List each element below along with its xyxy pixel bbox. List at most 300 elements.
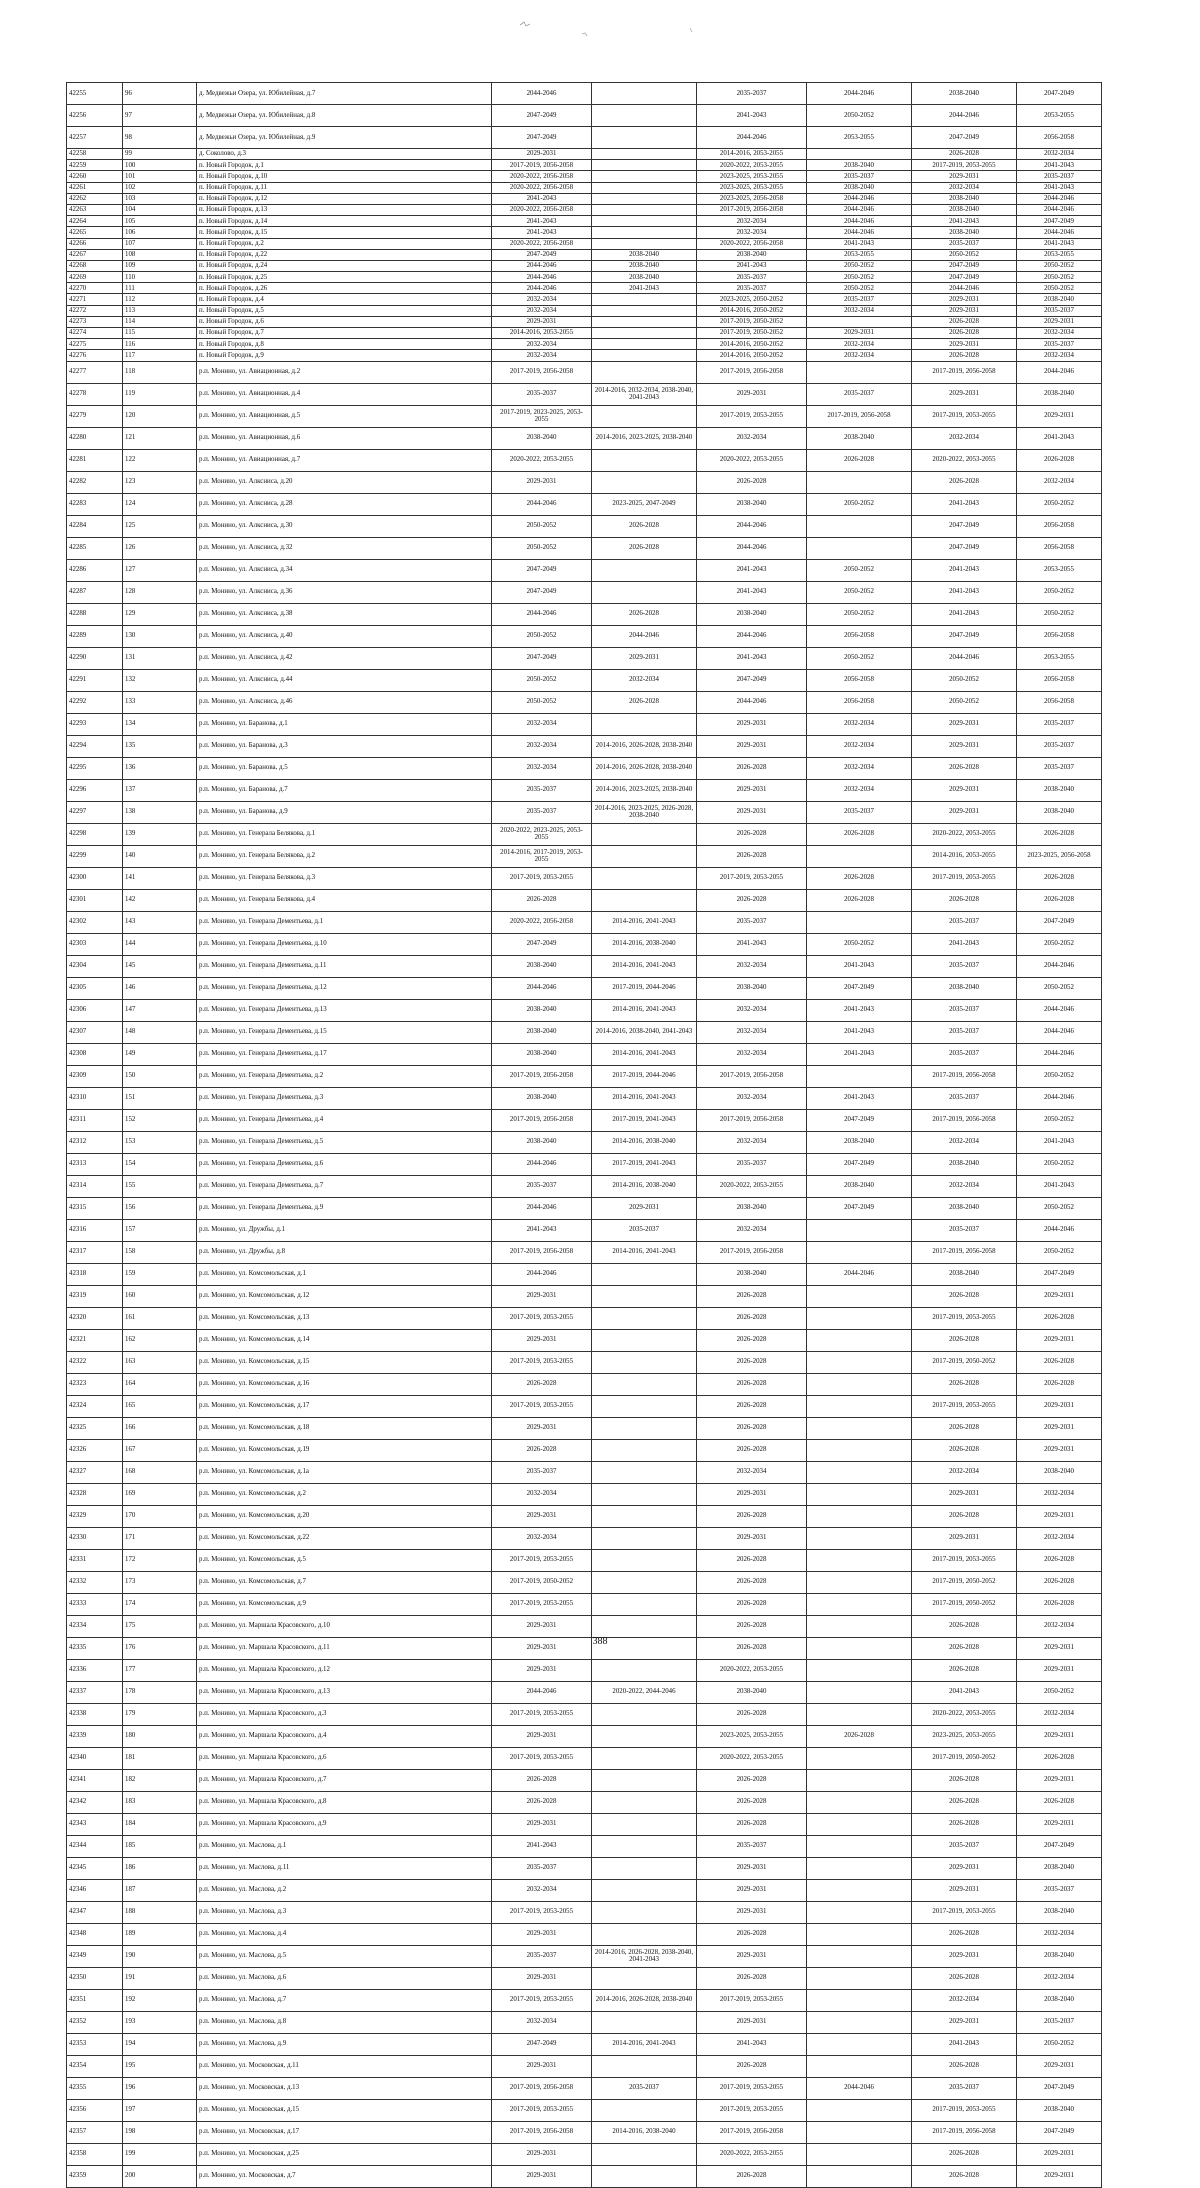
period-4-cell: [807, 1373, 912, 1395]
period-4-cell: [807, 1747, 912, 1769]
period-1-cell: 2017-2019, 2053-2055: [492, 1593, 592, 1615]
period-2-cell: 2014-2016, 2032-2034, 2038-2040, 2041-2043: [592, 383, 697, 405]
period-5-cell: 2026-2028: [912, 1373, 1017, 1395]
address-cell: р.п. Монино, ул. Московская, д.11: [197, 2055, 492, 2077]
period-6-cell: 2056-2058: [1017, 515, 1102, 537]
period-6-cell: 2038-2040: [1017, 1857, 1102, 1879]
address-cell: п. Новый Городок, д.11: [197, 182, 492, 193]
period-6-cell: 2047-2049: [1017, 2077, 1102, 2099]
period-2-cell: 2026-2028: [592, 537, 697, 559]
period-5-cell: 2029-2031: [912, 1879, 1017, 1901]
row-index-cell: 195: [123, 2055, 197, 2077]
period-3-cell: 2026-2028: [697, 1703, 807, 1725]
record-number-cell: 42278: [67, 383, 123, 405]
period-5-cell: 2038-2040: [912, 977, 1017, 999]
period-4-cell: [807, 1967, 912, 1989]
address-cell: р.п. Монино, ул. Генерала Белякова, д.2: [197, 845, 492, 867]
table-row: [67, 1395, 1102, 1417]
table-row: [67, 1527, 1102, 1549]
period-3-cell: 2014-2016, 2053-2055: [697, 149, 807, 160]
period-3-cell: 2044-2046: [697, 127, 807, 149]
period-1-cell: 2017-2019, 2053-2055: [492, 867, 592, 889]
address-cell: д. Медвежьи Озера, ул. Юбилейная, д.7: [197, 83, 492, 105]
row-index-cell: 170: [123, 1505, 197, 1527]
table-row: [67, 182, 1102, 193]
table-row: [67, 149, 1102, 160]
period-1-cell: 2026-2028: [492, 889, 592, 911]
period-3-cell: 2038-2040: [697, 249, 807, 260]
period-4-cell: 2056-2058: [807, 691, 912, 713]
period-4-cell: 2041-2043: [807, 955, 912, 977]
period-1-cell: 2029-2031: [492, 2165, 592, 2187]
address-cell: р.п. Монино, ул. Комсомольская, д.15: [197, 1351, 492, 1373]
table-row: [67, 1879, 1102, 1901]
table-row: [67, 238, 1102, 249]
period-6-cell: 2056-2058: [1017, 691, 1102, 713]
period-5-cell: 2026-2028: [912, 1417, 1017, 1439]
record-number-cell: 42294: [67, 735, 123, 757]
period-2-cell: 2035-2037: [592, 1219, 697, 1241]
table-row: [67, 1901, 1102, 1923]
address-cell: р.п. Монино, ул. Генерала Белякова, д.1: [197, 823, 492, 845]
period-3-cell: 2026-2028: [697, 889, 807, 911]
period-5-cell: 2026-2028: [912, 1439, 1017, 1461]
period-3-cell: 2026-2028: [697, 1593, 807, 1615]
period-2-cell: 2017-2019, 2041-2043: [592, 1153, 697, 1175]
period-6-cell: 2026-2028: [1017, 823, 1102, 845]
table-row: [67, 305, 1102, 316]
record-number-cell: 42348: [67, 1923, 123, 1945]
period-3-cell: 2020-2022, 2053-2055: [697, 449, 807, 471]
period-1-cell: 2044-2046: [492, 1197, 592, 1219]
period-6-cell: 2029-2031: [1017, 1329, 1102, 1351]
period-4-cell: 2050-2052: [807, 647, 912, 669]
record-number-cell: 42324: [67, 1395, 123, 1417]
period-6-cell: 2050-2052: [1017, 1065, 1102, 1087]
period-1-cell: 2032-2034: [492, 735, 592, 757]
address-cell: р.п. Монино, ул. Алксниса, д.32: [197, 537, 492, 559]
period-4-cell: [807, 1439, 912, 1461]
address-cell: р.п. Монино, ул. Маслова, д.5: [197, 1945, 492, 1967]
period-1-cell: 2017-2019, 2056-2058: [492, 2077, 592, 2099]
period-5-cell: 2041-2043: [912, 1681, 1017, 1703]
period-5-cell: 2032-2034: [912, 182, 1017, 193]
period-6-cell: 2038-2040: [1017, 779, 1102, 801]
address-cell: р.п. Монино, ул. Комсомольская, д.19: [197, 1439, 492, 1461]
period-4-cell: [807, 2033, 912, 2055]
period-2-cell: [592, 238, 697, 249]
period-4-cell: [807, 1395, 912, 1417]
period-4-cell: 2032-2034: [807, 757, 912, 779]
record-number-cell: 42317: [67, 1241, 123, 1263]
period-3-cell: 2035-2037: [697, 83, 807, 105]
period-5-cell: 2035-2037: [912, 1219, 1017, 1241]
period-4-cell: 2032-2034: [807, 713, 912, 735]
row-index-cell: 127: [123, 559, 197, 581]
period-4-cell: 2032-2034: [807, 350, 912, 361]
period-6-cell: 2044-2046: [1017, 361, 1102, 383]
period-4-cell: 2050-2052: [807, 272, 912, 283]
period-2-cell: 2014-2016, 2026-2028, 2038-2040: [592, 735, 697, 757]
period-1-cell: 2026-2028: [492, 1373, 592, 1395]
period-5-cell: 2035-2037: [912, 1021, 1017, 1043]
period-6-cell: 2035-2037: [1017, 757, 1102, 779]
period-2-cell: 2014-2016, 2041-2043: [592, 1241, 697, 1263]
address-cell: р.п. Монино, ул. Маслова, д.1: [197, 1835, 492, 1857]
address-cell: д. Соколово, д.3: [197, 149, 492, 160]
period-3-cell: 2032-2034: [697, 216, 807, 227]
address-cell: р.п. Монино, ул. Московская, д.7: [197, 2165, 492, 2187]
address-cell: п. Новый Городок, д.8: [197, 339, 492, 350]
record-number-cell: 42265: [67, 227, 123, 238]
table-row: [67, 350, 1102, 361]
period-6-cell: 2041-2043: [1017, 160, 1102, 171]
record-number-cell: 42299: [67, 845, 123, 867]
address-cell: п. Новый Городок, д.6: [197, 316, 492, 327]
period-3-cell: 2026-2028: [697, 2055, 807, 2077]
period-2-cell: [592, 350, 697, 361]
row-index-cell: 124: [123, 493, 197, 515]
period-4-cell: [807, 1461, 912, 1483]
address-cell: р.п. Монино, ул. Московская, д.13: [197, 2077, 492, 2099]
period-5-cell: 2017-2019, 2056-2058: [912, 2121, 1017, 2143]
period-4-cell: 2026-2028: [807, 823, 912, 845]
row-index-cell: 123: [123, 471, 197, 493]
period-2-cell: 2035-2037: [592, 2077, 697, 2099]
table-row: [67, 625, 1102, 647]
period-5-cell: 2035-2037: [912, 911, 1017, 933]
period-3-cell: 2029-2031: [697, 713, 807, 735]
period-6-cell: 2041-2043: [1017, 182, 1102, 193]
record-number-cell: 42256: [67, 105, 123, 127]
period-3-cell: 2035-2037: [697, 283, 807, 294]
period-2-cell: [592, 2165, 697, 2187]
row-index-cell: 177: [123, 1659, 197, 1681]
period-3-cell: 2032-2034: [697, 999, 807, 1021]
period-3-cell: 2026-2028: [697, 1329, 807, 1351]
period-4-cell: 2038-2040: [807, 427, 912, 449]
table-row: [67, 933, 1102, 955]
row-index-cell: 189: [123, 1923, 197, 1945]
period-2-cell: 2014-2016, 2038-2040, 2041-2043: [592, 1021, 697, 1043]
row-index-cell: 101: [123, 171, 197, 182]
record-number-cell: 42297: [67, 801, 123, 823]
period-2-cell: 2026-2028: [592, 515, 697, 537]
table-row: [67, 1373, 1102, 1395]
address-cell: д. Медвежьи Озера, ул. Юбилейная, д.8: [197, 105, 492, 127]
period-6-cell: 2044-2046: [1017, 227, 1102, 238]
period-3-cell: 2035-2037: [697, 911, 807, 933]
period-2-cell: 2038-2040: [592, 272, 697, 283]
period-1-cell: 2041-2043: [492, 1835, 592, 1857]
period-5-cell: 2017-2019, 2053-2055: [912, 1395, 1017, 1417]
period-3-cell: 2020-2022, 2053-2055: [697, 2143, 807, 2165]
period-3-cell: 2038-2040: [697, 1681, 807, 1703]
period-5-cell: 2017-2019, 2053-2055: [912, 867, 1017, 889]
row-index-cell: 118: [123, 361, 197, 383]
period-1-cell: 2044-2046: [492, 1681, 592, 1703]
period-6-cell: 2041-2043: [1017, 1175, 1102, 1197]
period-3-cell: 2044-2046: [697, 625, 807, 647]
period-2-cell: 2014-2016, 2041-2043: [592, 1043, 697, 1065]
row-index-cell: 153: [123, 1131, 197, 1153]
address-cell: п. Новый Городок, д.5: [197, 305, 492, 316]
table-row: [67, 1505, 1102, 1527]
record-number-cell: 42287: [67, 581, 123, 603]
table-row: [67, 801, 1102, 823]
period-3-cell: 2017-2019, 2056-2058: [697, 2121, 807, 2143]
address-cell: р.п. Монино, ул. Авиационная, д.4: [197, 383, 492, 405]
record-number-cell: 42314: [67, 1175, 123, 1197]
period-3-cell: 2026-2028: [697, 845, 807, 867]
period-1-cell: 2017-2019, 2023-2025, 2053-2055: [492, 405, 592, 427]
table-row: [67, 581, 1102, 603]
period-5-cell: 2041-2043: [912, 603, 1017, 625]
table-row: [67, 537, 1102, 559]
row-index-cell: 147: [123, 999, 197, 1021]
period-5-cell: 2026-2028: [912, 2055, 1017, 2077]
record-number-cell: 42312: [67, 1131, 123, 1153]
period-6-cell: 2026-2028: [1017, 449, 1102, 471]
period-6-cell: 2050-2052: [1017, 493, 1102, 515]
period-3-cell: 2026-2028: [697, 1373, 807, 1395]
period-3-cell: 2047-2049: [697, 669, 807, 691]
table-row: [67, 2121, 1102, 2143]
period-5-cell: 2026-2028: [912, 1923, 1017, 1945]
schedule-table: [66, 82, 1102, 2188]
period-3-cell: 2020-2022, 2053-2055: [697, 1659, 807, 1681]
period-6-cell: 2029-2031: [1017, 1813, 1102, 1835]
period-2-cell: [592, 2055, 697, 2077]
period-2-cell: [592, 149, 697, 160]
period-5-cell: 2026-2028: [912, 471, 1017, 493]
period-4-cell: [807, 1483, 912, 1505]
record-number-cell: 42264: [67, 216, 123, 227]
table-row: [67, 1549, 1102, 1571]
period-5-cell: 2017-2019, 2053-2055: [912, 1549, 1017, 1571]
period-6-cell: 2050-2052: [1017, 1241, 1102, 1263]
period-4-cell: [807, 1307, 912, 1329]
period-1-cell: 2014-2016, 2017-2019, 2053-2055: [492, 845, 592, 867]
period-2-cell: [592, 1505, 697, 1527]
period-1-cell: 2017-2019, 2053-2055: [492, 1703, 592, 1725]
period-4-cell: 2050-2052: [807, 933, 912, 955]
period-1-cell: 2029-2031: [492, 1659, 592, 1681]
address-cell: р.п. Монино, ул. Московская, д.15: [197, 2099, 492, 2121]
period-2-cell: [592, 1923, 697, 1945]
period-1-cell: 2032-2034: [492, 2011, 592, 2033]
period-5-cell: 2047-2049: [912, 260, 1017, 271]
row-index-cell: 162: [123, 1329, 197, 1351]
period-4-cell: [807, 1219, 912, 1241]
address-cell: р.п. Монино, ул. Комсомольская, д.5: [197, 1549, 492, 1571]
record-number-cell: 42305: [67, 977, 123, 999]
record-number-cell: 42298: [67, 823, 123, 845]
table-row: [67, 889, 1102, 911]
period-2-cell: [592, 405, 697, 427]
period-4-cell: 2047-2049: [807, 1197, 912, 1219]
address-cell: р.п. Монино, ул. Маслова, д.4: [197, 1923, 492, 1945]
period-6-cell: 2044-2046: [1017, 193, 1102, 204]
period-2-cell: 2014-2016, 2023-2025, 2038-2040: [592, 779, 697, 801]
record-number-cell: 42347: [67, 1901, 123, 1923]
table-row: [67, 1109, 1102, 1131]
period-4-cell: 2032-2034: [807, 779, 912, 801]
period-5-cell: 2038-2040: [912, 83, 1017, 105]
record-number-cell: 42332: [67, 1571, 123, 1593]
period-5-cell: 2026-2028: [912, 2143, 1017, 2165]
period-2-cell: [592, 1549, 697, 1571]
period-5-cell: 2038-2040: [912, 1197, 1017, 1219]
address-cell: р.п. Монино, ул. Генерала Дементьева, д.1: [197, 911, 492, 933]
period-4-cell: [807, 2055, 912, 2077]
table-row: [67, 1681, 1102, 1703]
address-cell: р.п. Монино, ул. Московская, д.17: [197, 2121, 492, 2143]
period-4-cell: [807, 1351, 912, 1373]
table-row: [67, 515, 1102, 537]
period-3-cell: 2020-2022, 2053-2055: [697, 1175, 807, 1197]
period-1-cell: 2029-2031: [492, 1813, 592, 1835]
record-number-cell: 42308: [67, 1043, 123, 1065]
period-2-cell: [592, 294, 697, 305]
period-4-cell: [807, 149, 912, 160]
record-number-cell: 42346: [67, 1879, 123, 1901]
address-cell: р.п. Монино, ул. Авиационная, д.2: [197, 361, 492, 383]
record-number-cell: 42270: [67, 283, 123, 294]
table-row: [67, 1417, 1102, 1439]
record-number-cell: 42335: [67, 1637, 123, 1659]
period-2-cell: 2017-2019, 2041-2043: [592, 1109, 697, 1131]
period-3-cell: 2029-2031: [697, 1879, 807, 1901]
period-5-cell: 2029-2031: [912, 801, 1017, 823]
table-row: [67, 1989, 1102, 2011]
period-2-cell: 2038-2040: [592, 260, 697, 271]
record-number-cell: 42343: [67, 1813, 123, 1835]
period-1-cell: 2035-2037: [492, 801, 592, 823]
record-number-cell: 42352: [67, 2011, 123, 2033]
address-cell: р.п. Монино, ул. Генерала Белякова, д.4: [197, 889, 492, 911]
period-3-cell: 2026-2028: [697, 1307, 807, 1329]
period-1-cell: 2017-2019, 2053-2055: [492, 1549, 592, 1571]
address-cell: р.п. Монино, ул. Алксниса, д.44: [197, 669, 492, 691]
period-4-cell: 2050-2052: [807, 559, 912, 581]
period-1-cell: 2020-2022, 2023-2025, 2053-2055: [492, 823, 592, 845]
period-1-cell: 2038-2040: [492, 1087, 592, 1109]
period-4-cell: [807, 1769, 912, 1791]
period-5-cell: 2047-2049: [912, 272, 1017, 283]
table-row: [67, 227, 1102, 238]
address-cell: р.п. Монино, ул. Дружбы, д.1: [197, 1219, 492, 1241]
table-row: [67, 127, 1102, 149]
period-6-cell: 2044-2046: [1017, 955, 1102, 977]
row-index-cell: 106: [123, 227, 197, 238]
period-5-cell: 2035-2037: [912, 1043, 1017, 1065]
table-row: [67, 1307, 1102, 1329]
period-1-cell: 2029-2031: [492, 149, 592, 160]
row-index-cell: 105: [123, 216, 197, 227]
period-2-cell: [592, 1769, 697, 1791]
row-index-cell: 146: [123, 977, 197, 999]
table-row: [67, 383, 1102, 405]
period-1-cell: 2029-2031: [492, 1505, 592, 1527]
period-3-cell: 2026-2028: [697, 757, 807, 779]
period-2-cell: [592, 182, 697, 193]
table-row: [67, 361, 1102, 383]
period-4-cell: [807, 1857, 912, 1879]
period-5-cell: 2035-2037: [912, 238, 1017, 249]
period-6-cell: 2032-2034: [1017, 1967, 1102, 1989]
period-6-cell: 2029-2031: [1017, 1659, 1102, 1681]
address-cell: р.п. Монино, ул. Комсомольская, д.18: [197, 1417, 492, 1439]
period-5-cell: 2038-2040: [912, 204, 1017, 215]
period-1-cell: 2026-2028: [492, 1439, 592, 1461]
period-6-cell: 2032-2034: [1017, 1615, 1102, 1637]
period-1-cell: 2017-2019, 2056-2058: [492, 1109, 592, 1131]
record-number-cell: 42300: [67, 867, 123, 889]
period-6-cell: 2053-2055: [1017, 105, 1102, 127]
table-row: [67, 845, 1102, 867]
period-1-cell: 2047-2049: [492, 933, 592, 955]
table-row: [67, 294, 1102, 305]
period-6-cell: 2044-2046: [1017, 1043, 1102, 1065]
period-4-cell: 2050-2052: [807, 581, 912, 603]
period-1-cell: 2047-2049: [492, 647, 592, 669]
period-4-cell: [807, 2143, 912, 2165]
period-5-cell: 2017-2019, 2053-2055: [912, 405, 1017, 427]
period-4-cell: 2032-2034: [807, 339, 912, 350]
period-4-cell: 2026-2028: [807, 867, 912, 889]
period-1-cell: 2041-2043: [492, 216, 592, 227]
period-1-cell: 2017-2019, 2056-2058: [492, 160, 592, 171]
period-5-cell: 2029-2031: [912, 1945, 1017, 1967]
period-3-cell: 2026-2028: [697, 823, 807, 845]
record-number-cell: 42307: [67, 1021, 123, 1043]
period-5-cell: 2017-2019, 2056-2058: [912, 361, 1017, 383]
period-5-cell: 2026-2028: [912, 1813, 1017, 1835]
period-6-cell: 2026-2028: [1017, 1747, 1102, 1769]
period-2-cell: 2014-2016, 2026-2028, 2038-2040: [592, 1989, 697, 2011]
row-index-cell: 192: [123, 1989, 197, 2011]
period-5-cell: 2017-2019, 2056-2058: [912, 1065, 1017, 1087]
period-1-cell: 2050-2052: [492, 669, 592, 691]
row-index-cell: 194: [123, 2033, 197, 2055]
address-cell: р.п. Монино, ул. Генерала Дементьева, д.11: [197, 955, 492, 977]
period-6-cell: 2038-2040: [1017, 1989, 1102, 2011]
period-1-cell: 2020-2022, 2056-2058: [492, 182, 592, 193]
address-cell: р.п. Монино, ул. Маслова, д.2: [197, 1879, 492, 1901]
period-6-cell: 2035-2037: [1017, 339, 1102, 350]
row-index-cell: 136: [123, 757, 197, 779]
period-1-cell: 2047-2049: [492, 249, 592, 260]
period-1-cell: 2038-2040: [492, 427, 592, 449]
address-cell: п. Новый Городок, д.14: [197, 216, 492, 227]
period-3-cell: 2026-2028: [697, 1967, 807, 1989]
record-number-cell: 42339: [67, 1725, 123, 1747]
record-number-cell: 42277: [67, 361, 123, 383]
address-cell: р.п. Монино, ул. Баранова, д.1: [197, 713, 492, 735]
period-1-cell: 2038-2040: [492, 1043, 592, 1065]
period-3-cell: 2026-2028: [697, 2165, 807, 2187]
period-6-cell: 2047-2049: [1017, 911, 1102, 933]
period-1-cell: 2041-2043: [492, 1219, 592, 1241]
table-row: [67, 272, 1102, 283]
period-6-cell: 2050-2052: [1017, 1153, 1102, 1175]
table-row: [67, 449, 1102, 471]
table-row: [67, 1967, 1102, 1989]
period-3-cell: 2041-2043: [697, 581, 807, 603]
period-6-cell: 2050-2052: [1017, 1681, 1102, 1703]
period-2-cell: 2014-2016, 2038-2040: [592, 1131, 697, 1153]
